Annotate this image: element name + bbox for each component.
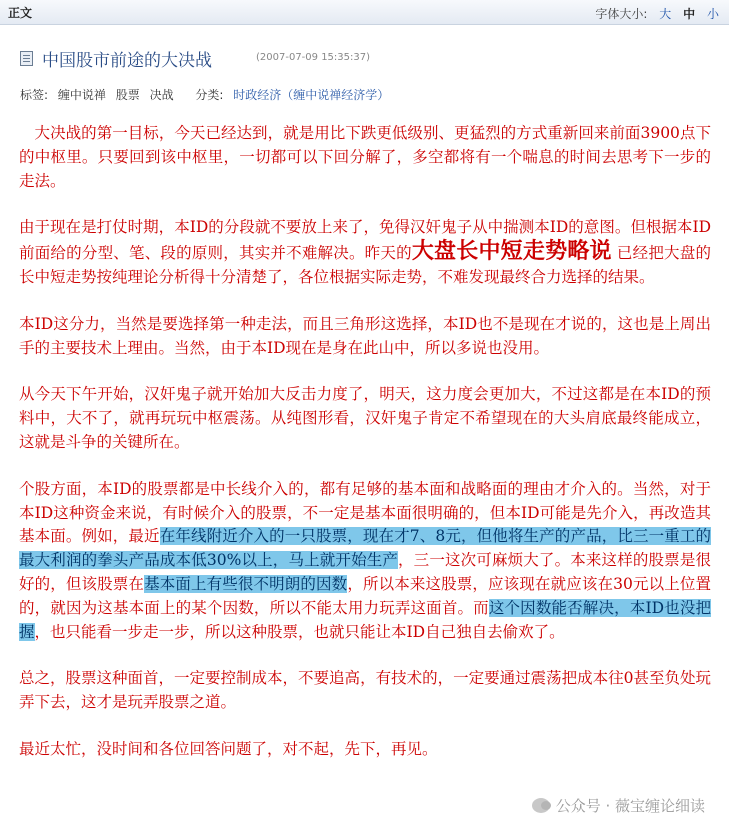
paragraph: 本ID这分力，当然是要选择第一种走法，而且三角形这选择，本ID也不是现在才说的，这也是上周出手的主要技术上理由。当然，由于本ID现在是身在此山中，所以多说也没用。 xyxy=(19,314,711,357)
section-label: 正文 xyxy=(8,6,33,20)
article-meta xyxy=(20,86,389,103)
paragraph: 大决战的第一目标，今天已经达到，就是用比下跌更低级别、更猛烈的方式重新回来前面3900点下的中枢里。只要回到该中枢里，一切都可以下回分解了，多空都将有一个喘息的时间去思考下一步的走法。 xyxy=(19,124,711,190)
watermark-text: 公众号 · 薇宝缠论细读 xyxy=(555,797,705,815)
highlighted-text: 基本面上有些很不明朗的因数 xyxy=(144,574,348,593)
wechat-icon xyxy=(532,798,550,813)
font-size-switcher xyxy=(595,5,719,22)
article-date: (2007-07-09 15:35:37) xyxy=(256,52,371,63)
font-size-small-link[interactable]: 小 xyxy=(706,7,719,21)
paragraph: 个股方面，本ID的股票都是中长线介入的，都有足够的基本面和战略面的理由才介入的。当然，对于本ID这种资金来说，有时候介入的股票，不一定是基本面很明确的，但本ID可能是先介入，再改造其基本面。例如，最近在年线附近介入的一只股票，现在才7、8元，但他将生产的产品，比三一重工的最大利润的拳头产品成本低30%以上，马上就开始生产，三一这次可麻烦大了。本来这样的股票是很好的，但该股票在基本面上有些很不明朗的因数，所以本来这股票，应该现在就应该在30元以上位置的，就因为这基本面上的某个因数，所以不能太用力玩弄这面首。而这个因数能否解决，本ID也没把握，也只能看一步走一步，所以这种股票，也就只能让本ID自己独自去偷欢了。 xyxy=(19,479,711,641)
emphasis-link-text: 大盘长中短走势略说 xyxy=(411,238,612,265)
category-link[interactable]: 时政经济（缠中说禅经济学） xyxy=(233,88,390,102)
paragraph: 从今天下午开始，汉奸鬼子就开始加大反击力度了，明天，这力度会更加大，不过这都是在本ID的预料中，大不了，就再玩玩中枢震荡。从纯图形看，汉奸鬼子肯定不希望现在的大头肩底最终能成立，这就是斗争的关键所在。 xyxy=(19,385,711,451)
tag-link[interactable]: 决战 xyxy=(149,88,174,102)
font-size-label: 字体大小: xyxy=(595,7,648,21)
category-label: 分类: xyxy=(195,88,224,102)
document-icon xyxy=(20,51,33,66)
highlighted-text: 这个因数能否解决，本ID也没把握 xyxy=(19,598,711,641)
paragraph: 最近太忙，没时间和各位回答问题了，对不起，先下，再见。 xyxy=(19,739,438,758)
watermark xyxy=(532,795,705,816)
highlighted-text: 在年线附近介入的一只股票，现在才7、8元，但他将生产的产品，比三一重工的最大利润的拳头产品成本低30%以上，马上就开始生产 xyxy=(19,527,711,570)
paragraph: 由于现在是打仗时期，本ID的分段就不要放上来了，免得汉奸鬼子从中揣测本ID的意图。但根据本ID前面给的分型、笔、段的原则，其实并不难解决。昨天的大盘长中短走势略说 已经把大盘的长中短走势按纯理论分析得十分清楚了，各位根据实际走势，不难发现最终合力选择的结果。 xyxy=(19,218,711,286)
font-size-large-link[interactable]: 大 xyxy=(659,7,672,21)
article-body xyxy=(19,122,711,785)
article-title: 中国股市前途的大决战 xyxy=(42,51,212,71)
paragraph: 总之，股票这种面首，一定要控制成本，不要追高，有技术的，一定要通过震荡把成本往0甚至负处玩弄下去，这才是玩弄股票之道。 xyxy=(19,669,711,712)
tag-link[interactable]: 缠中说禅 xyxy=(57,88,106,102)
tag-link[interactable]: 股票 xyxy=(115,88,140,102)
tags-label: 标签: xyxy=(20,88,49,102)
article-toolbar xyxy=(0,0,729,25)
font-size-medium-link[interactable]: 中 xyxy=(683,7,696,21)
